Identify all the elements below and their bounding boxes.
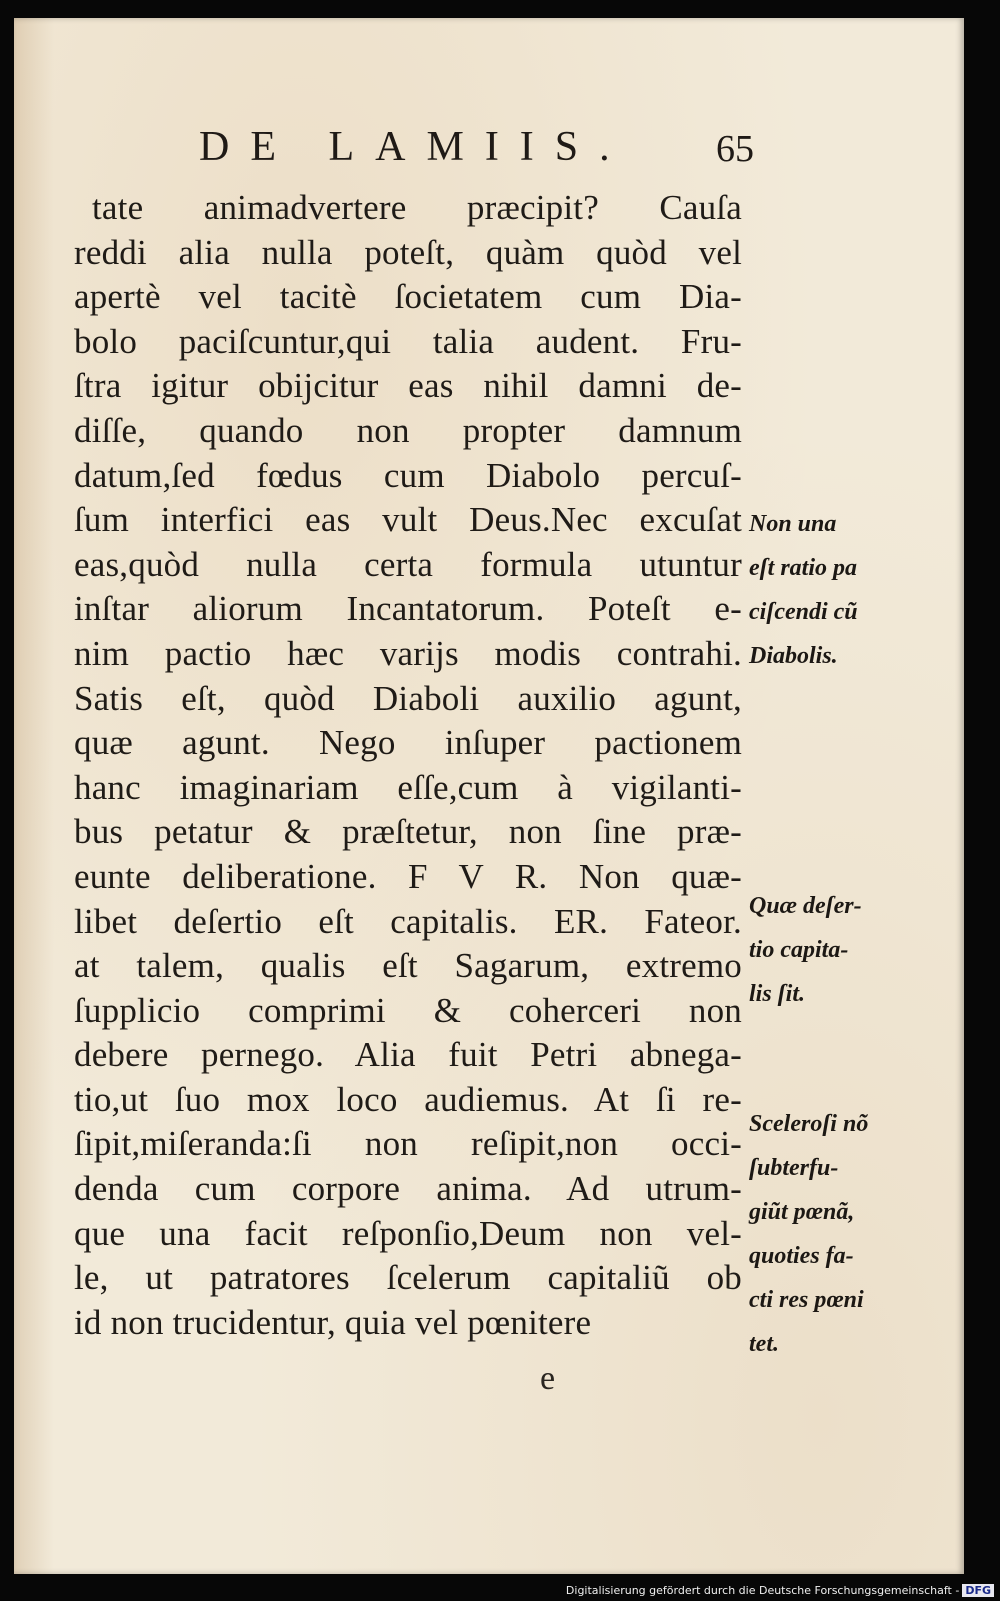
text-line: denda cum corpore anima. Ad utrum-	[74, 1169, 742, 1209]
text-line: eunte deliberatione. F V R. Non quæ-	[74, 856, 742, 896]
book-page	[14, 18, 964, 1574]
digitization-credit	[566, 1584, 994, 1597]
text-line: datum,ſed fœdus cum Diabolo percuſ-	[74, 455, 742, 495]
marginal-note-line: quoties fa-	[749, 1243, 854, 1269]
page-number: 65	[716, 128, 754, 170]
marginal-note-line: giũt pœnã,	[749, 1199, 855, 1225]
text-line: hanc imaginariam eſſe,cum à vigilanti-	[74, 767, 742, 807]
text-line: Satis eſt, quòd Diaboli auxilio agunt,	[74, 678, 742, 718]
credit-text: Digitalisierung gefördert durch die Deutsche Forschungsgemeinschaft -	[565, 1584, 960, 1597]
text-line: inſtar aliorum Incantatorum. Poteſt e-	[74, 589, 742, 629]
text-line: bus petatur & præſtetur, non ſine præ-	[74, 812, 742, 852]
marginal-note-3	[749, 1102, 909, 1366]
text-line: at talem, qualis eſt Sagarum, extremo	[74, 946, 742, 986]
marginal-note-line: Diabolis.	[749, 643, 838, 669]
text-line: le, ut patratores ſcelerum capitaliũ ob	[74, 1258, 742, 1298]
text-line: bolo paciſcuntur,qui talia audent. Fru-	[74, 321, 742, 361]
text-line: que una facit reſponſio,Deum non vel-	[74, 1213, 742, 1253]
text-line: reddi alia nulla poteſt, quàm quòd vel	[74, 232, 742, 272]
marginal-note-line: ciſcendi cũ	[749, 599, 858, 625]
marginal-note-line: Non una	[749, 511, 837, 537]
running-header	[189, 123, 754, 183]
text-line: quæ agunt. Nego inſuper pactionem	[74, 723, 742, 763]
marginal-note-line: tio capita-	[749, 937, 849, 963]
running-title: DE LAMIIS.	[199, 124, 631, 170]
catchword: e	[540, 1360, 556, 1397]
text-line: nim pactio hæc varijs modis contrahi.	[74, 633, 742, 673]
text-line: diſſe, quando non propter damnum	[74, 410, 742, 450]
main-text-block	[74, 186, 742, 1345]
text-line: debere pernego. Alia fuit Petri abnega-	[74, 1035, 742, 1075]
text-line: ſum interfici eas vult Deus.Nec excuſat	[74, 500, 742, 540]
text-line: id non trucidentur, quia vel pœnitere	[74, 1302, 592, 1342]
marginal-note-line: Quæ deſer-	[749, 893, 862, 919]
text-line: tate animadvertere præcipit? Cauſa	[92, 188, 742, 227]
dfg-logo: DFG	[962, 1584, 994, 1597]
text-line: apertè vel tacitè ſocietatem cum Dia-	[74, 277, 742, 317]
marginal-note-line: ſubterfu-	[749, 1155, 839, 1181]
text-line: eas,quòd nulla certa formula utuntur	[74, 544, 742, 584]
text-line: ſupplicio comprimi & coherceri non	[74, 990, 742, 1030]
text-line: ſipit,miſeranda:ſi non reſipit,non occi-	[74, 1124, 742, 1164]
marginal-note-line: tet.	[749, 1331, 779, 1357]
marginal-note-line: cti res pœni	[749, 1287, 864, 1313]
marginal-note-line: eſt ratio pa	[749, 555, 857, 581]
text-line: ſtra igitur obijcitur eas nihil damni de-	[74, 366, 742, 406]
text-line: libet deſertio eſt capitalis. ER. Fateor.	[74, 901, 742, 941]
marginal-note-1	[749, 502, 909, 678]
marginal-note-line: lis ſit.	[749, 981, 806, 1007]
marginal-note-2	[749, 884, 909, 1016]
marginal-note-line: Sceleroſi nõ	[749, 1111, 869, 1137]
text-line: tio,ut ſuo mox loco audiemus. At ſi re-	[74, 1079, 742, 1119]
